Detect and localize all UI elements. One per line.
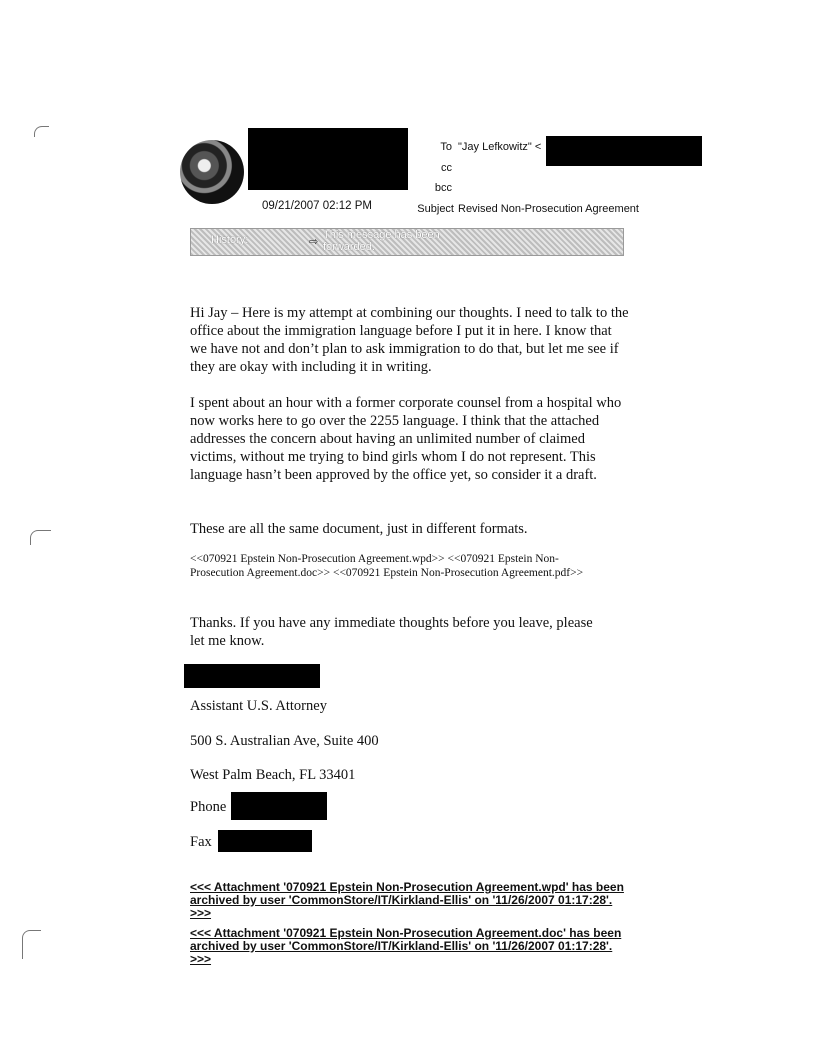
sent-date: 09/21/2007 02:12 PM [262,200,372,212]
body-paragraph-4: Thanks. If you have any immediate thoughts before you leave, please let me know. [190,615,593,649]
subject-label: Subject [417,203,454,215]
redacted-fax [218,830,312,852]
to-value: "Jay Lefkowitz" < [458,141,542,153]
redacted-sender-name [248,128,408,190]
signature-address-2: West Palm Beach, FL 33401 [190,767,356,783]
attachments-line: <<070921 Epstein Non-Prosecution Agreement.wpd>> <<070921 Epstein Non-Prosecution Agreement.doc>> <<070921 Epstein Non-Prosecution Agreement.pdf>> [190,553,584,579]
redacted-to-address [546,136,702,166]
scan-artifact [22,930,41,959]
signature-address-1: 500 S. Australian Ave, Suite 400 [190,733,379,749]
bcc-label: bcc [434,182,452,194]
subject-value: Revised Non-Prosecution Agreement [458,203,639,215]
scan-artifact [34,126,49,137]
history-label: History: [211,234,249,246]
signature-title: Assistant U.S. Attorney [190,698,327,714]
body-paragraph-2: I spent about an hour with a former corporate counsel from a hospital who now works here to go over the 2255 language. I think that the attached addresses the concern about having an unlimited number of claimed victims, without me trying to bind girls whom I do not represent. This language hasn’t been approved by the office yet, so consider it a draft. [190,395,622,483]
cc-label: cc [441,162,452,174]
history-message-line2: forwarded. [323,241,375,253]
sender-avatar [180,140,244,204]
history-message-line1: This message has been [323,229,440,241]
body-paragraph-3: These are all the same document, just in different formats. [190,521,528,537]
archive-notice-1[interactable]: <<< Attachment '070921 Epstein Non-Prosecution Agreement.wpd' has been archived by user 'CommonStore/IT/Kirkland-Ellis' on '11/26/2007 01:17:28'. >>> [190,880,624,920]
history-bar [190,228,624,256]
to-label: To [440,141,452,153]
phone-label: Phone [190,799,227,815]
forward-arrow-icon: ⇨ [309,236,319,248]
redacted-signature-name [184,664,320,688]
scan-artifact [30,530,51,545]
fax-label: Fax [190,834,212,850]
body-paragraph-1: Hi Jay – Here is my attempt at combining our thoughts. I need to talk to the office about the immigration language before I put it in here. I know that we have not and don’t plan to ask immigration to do that, but let me see if they are okay with including it in writing. [190,305,629,375]
archive-notice-2[interactable]: <<< Attachment '070921 Epstein Non-Prosecution Agreement.doc' has been archived by user 'CommonStore/IT/Kirkland-Ellis' on '11/26/2007 01:17:28'. >>> [190,926,622,966]
redacted-phone [231,792,327,820]
